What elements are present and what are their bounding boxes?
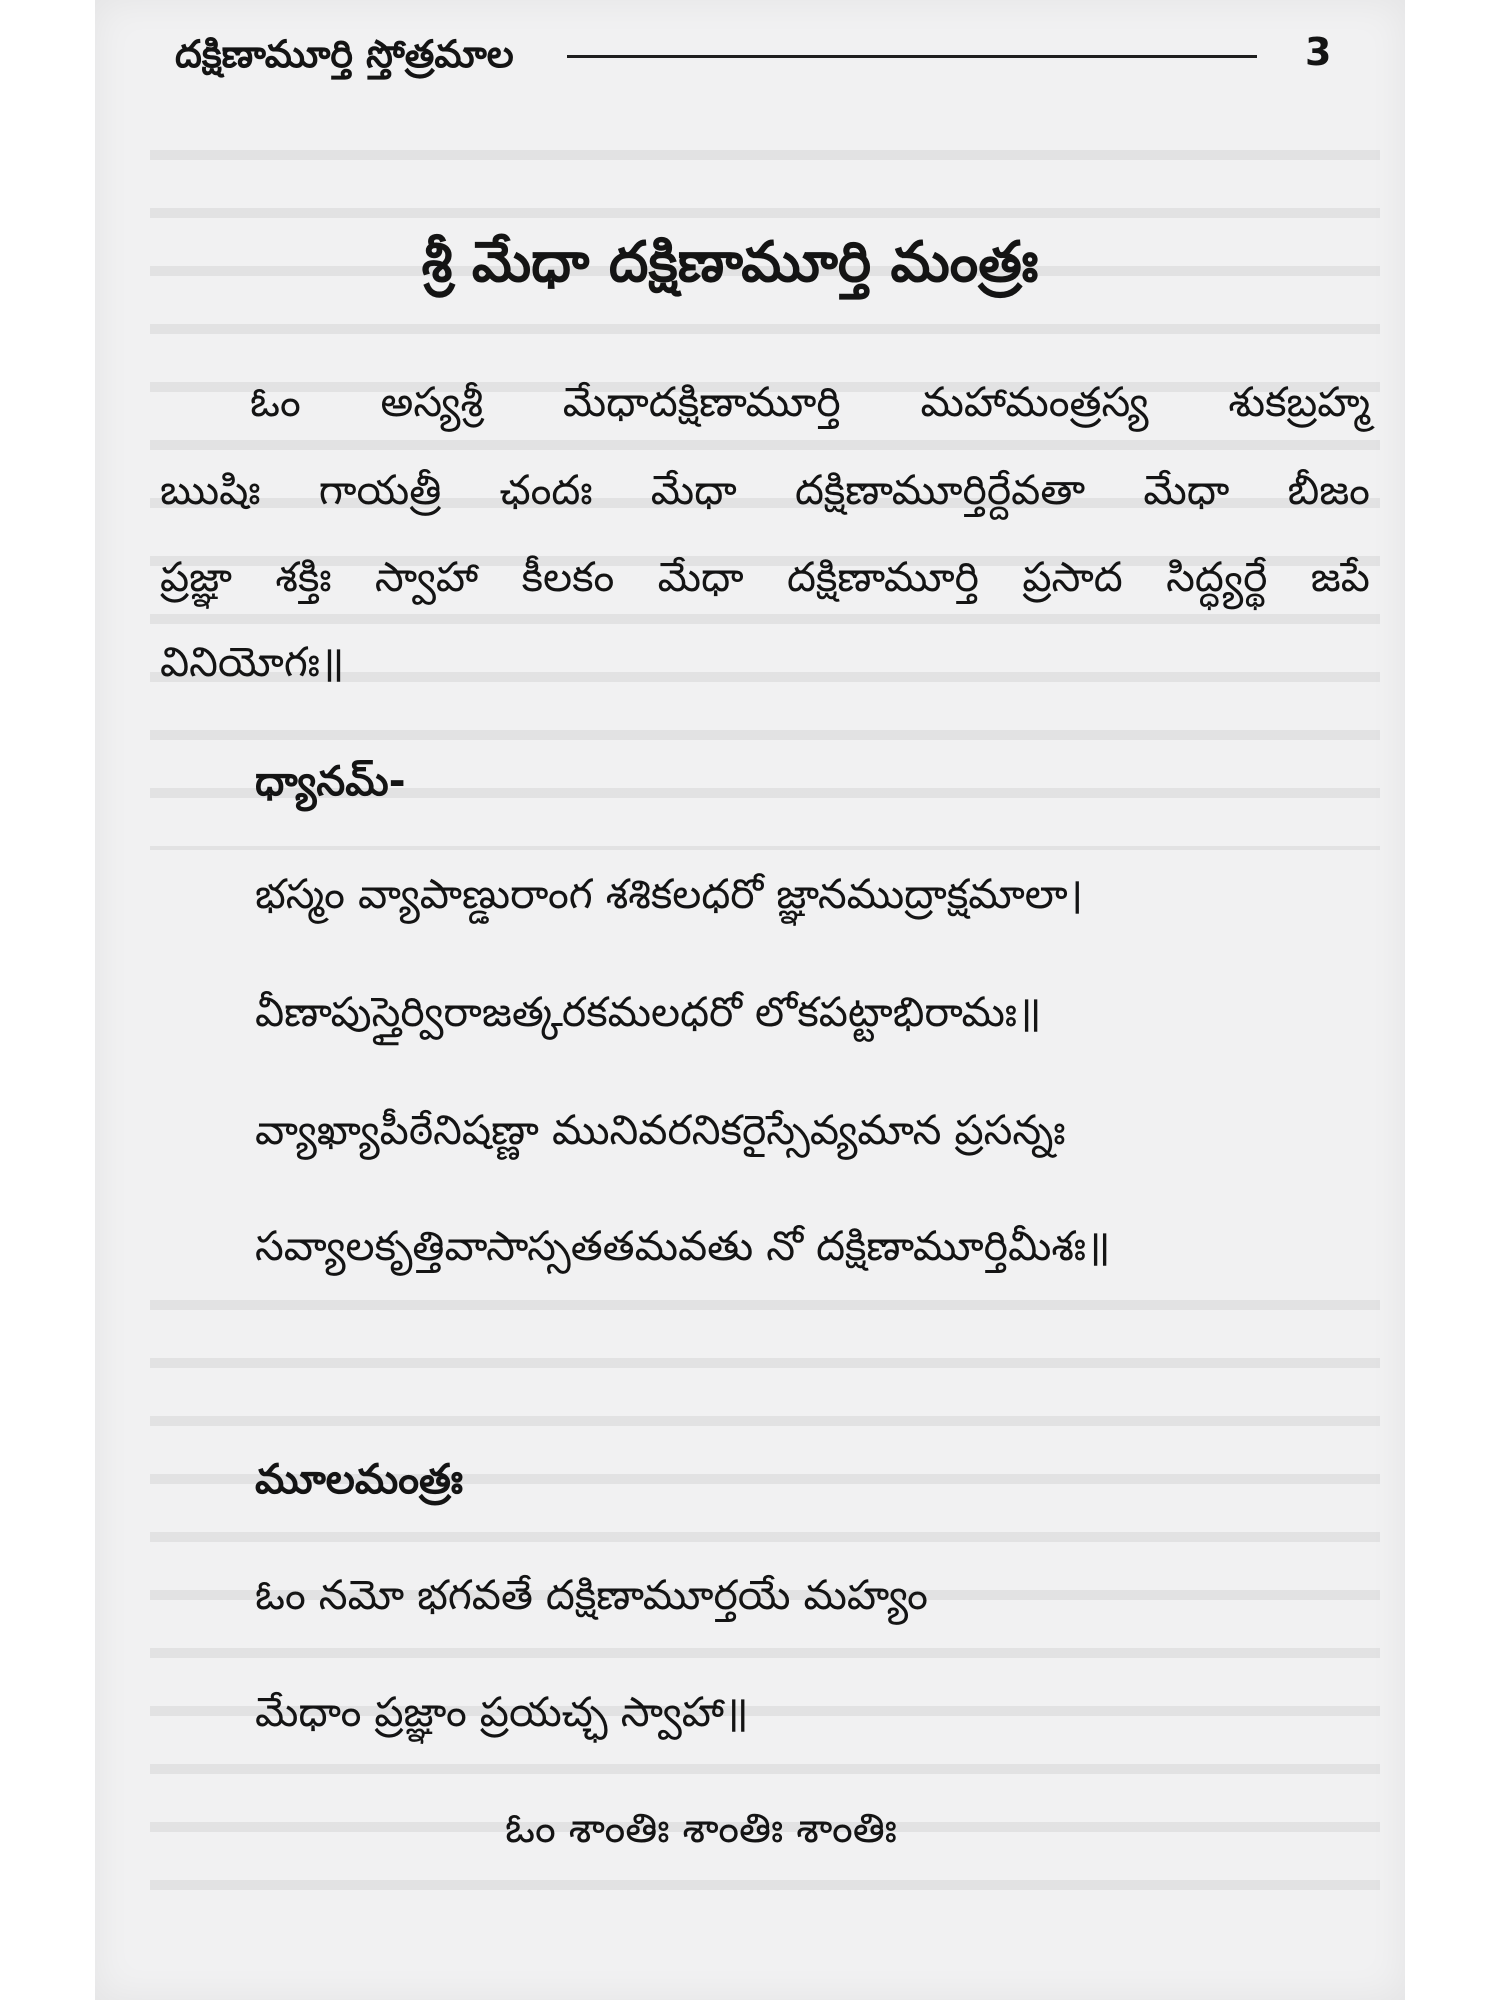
dhyanam-verse-2: వీణాపుస్తైర్విరాజత్కరకమలధరో లోకపట్టాభిరామః॥ <box>255 988 1042 1036</box>
dhyanam-heading: ధ్యానమ్- <box>255 757 406 805</box>
dhyanam-verse-4: సవ్యాలకృత్తివాసాస్సతతమవతు నో దక్షిణామూర్తిమీశః॥ <box>255 1222 1111 1270</box>
intro-word: దక్షిణామూర్తిర్దేవతా <box>794 466 1086 514</box>
intro-word: ప్రసాద <box>1022 553 1123 601</box>
intro-word: మేధాదక్షిణామూర్తి <box>562 378 841 426</box>
running-header <box>175 26 1350 86</box>
running-header-title: దక్షిణామూర్తి స్తోత్రమాల <box>175 32 514 76</box>
intro-line-2 <box>160 466 1370 524</box>
intro-word: అస్యశ్రీ <box>380 378 483 426</box>
page-number: 3 <box>1305 30 1332 74</box>
intro-word: మేధా <box>650 466 737 514</box>
mula-mantra-line-2: మేధాం ప్రజ్ఞాం ప్రయచ్ఛ స్వాహా॥ <box>255 1688 749 1736</box>
intro-word: మేధా <box>657 553 744 601</box>
intro-word: ఛందః <box>499 466 593 514</box>
intro-word: జపే <box>1310 553 1370 601</box>
mula-mantra-heading: మూలమంత్రః <box>255 1455 464 1503</box>
intro-word: స్వాహా <box>374 553 479 601</box>
intro-word: ప్రజ్ఞా <box>160 553 233 601</box>
dhyanam-verse-1: భస్మం వ్యాపాణ్డురాంగ శశికలధరో జ్ఞానముద్రాక్షమాలా। <box>255 870 1084 918</box>
intro-word: మేధా <box>1143 466 1230 514</box>
intro-word: గాయత్రీ <box>318 466 442 514</box>
intro-word: మహామంత్రస్య <box>920 378 1149 426</box>
intro-word: దక్షిణామూర్తి <box>787 553 979 601</box>
intro-line-3 <box>160 553 1370 611</box>
intro-word: కీలకం <box>521 553 615 601</box>
intro-word: ఋషిః <box>160 466 261 514</box>
mantra-heading: శ్రీ మేధా దక్షిణామూర్తి మంత్రః <box>421 230 1039 295</box>
header-rule <box>567 55 1257 58</box>
shanti-closing: ఓం శాంతిః శాంతిః శాంతిః <box>505 1804 897 1852</box>
dhyanam-verse-3: వ్యాఖ్యాపీఠేనిషణ్ణా మునివరనికరైస్సేవ్యమాన ప్రసన్నః <box>255 1106 1066 1154</box>
intro-line-4: వినియోగః॥ <box>160 638 345 686</box>
intro-line-1 <box>250 378 1370 436</box>
intro-word: శక్తిః <box>275 553 332 601</box>
intro-word: బీజం <box>1287 466 1370 514</box>
intro-word: శుకబ్రహ్మ <box>1228 378 1370 426</box>
mula-mantra-line-1: ఓం నమో భగవతే దక్షిణామూర్తయే మహ్యం <box>255 1571 928 1619</box>
intro-word: సిద్ధ్యర్థే <box>1166 553 1268 601</box>
intro-word: ఓం <box>250 378 301 426</box>
